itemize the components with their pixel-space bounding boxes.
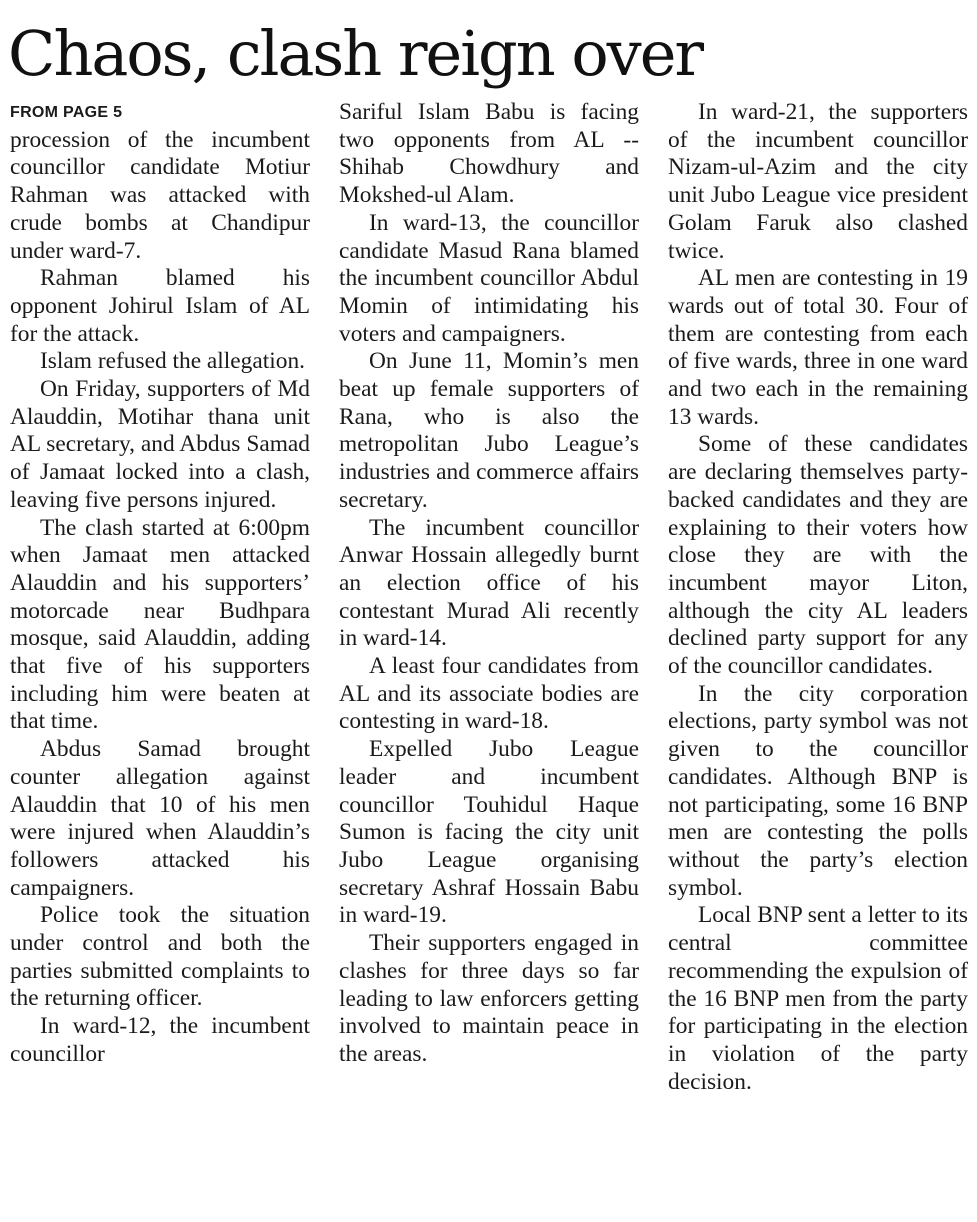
paragraph: Expelled Jubo League leader and incumbent councillor Touhidul Haque Sumon is facing the city unit Jubo League organising secretary Ashraf Hossain Babu in ward-19. (339, 736, 639, 929)
paragraph: Abdus Samad brought counter allegation against Alauddin that 10 of his men were injured when Alauddin’s followers attacked his campaigners. (10, 736, 310, 901)
paragraph: Rahman blamed his opponent Johirul Islam of AL for the attack. (10, 265, 310, 347)
column-1 (10, 99, 310, 1069)
article-body (10, 99, 970, 1219)
paragraph: A least four candidates from AL and its associate bodies are contesting in ward-18. (339, 653, 639, 735)
paragraph: procession of the incumbent councillor candidate Motiur Rahman was attacked with crude bombs at Chandipur under ward-7. (10, 126, 310, 264)
column-2 (339, 99, 639, 1069)
paragraph: Local BNP sent a letter to its central committee recommending the expulsion of the 16 BNP men from the party for participating in the election in violation of the party decision. (668, 902, 968, 1095)
paragraph: The incumbent councillor Anwar Hossain allegedly burnt an election office of his contestant Murad Ali recently in ward-14. (339, 514, 639, 652)
column-3 (668, 99, 968, 1096)
headline: Chaos, clash reign over (8, 17, 703, 90)
paragraph: The clash started at 6:00pm when Jamaat men attacked Alauddin and his supporters’ motorcade near Budhpara mosque, said Alauddin, adding that five of his supporters including him were beaten at that time. (10, 514, 310, 735)
paragraph: Some of these candidates are declaring themselves party-backed candidates and they are explaining to their voters how close they are with the incumbent mayor Liton, although the city AL leaders declined party support for any of the councillor candidates. (668, 431, 968, 680)
paragraph: Police took the situation under control and both the parties submitted complaints to the returning officer. (10, 902, 310, 1012)
paragraph: On June 11, Momin’s men beat up female supporters of Rana, who is also the metropolitan Jubo League’s industries and commerce affairs secretary. (339, 348, 639, 513)
paragraph: Islam refused the allegation. (40, 348, 305, 375)
paragraph: In ward-12, the incumbent councillor (10, 1013, 310, 1067)
paragraph: In ward-13, the councillor candidate Masud Rana blamed the incumbent councillor Abdul Momin of intimidating his voters and campaigners. (339, 209, 639, 347)
paragraph: In ward-21, the supporters of the incumbent councillor Nizam-ul-Azim and the city unit Jubo League vice president Golam Faruk also clashed twice. (668, 99, 968, 264)
continued-from-label: FROM PAGE 5 (10, 104, 123, 121)
paragraph: Sariful Islam Babu is facing two opponents from AL -- Shihab Chowdhury and Mokshed-ul Alam. (339, 99, 639, 209)
paragraph: Their supporters engaged in clashes for three days so far leading to law enforcers getting involved to maintain peace in the areas. (339, 930, 639, 1067)
paragraph: On Friday, supporters of Md Alauddin, Motihar thana unit AL secretary, and Abdus Samad of Jamaat locked into a clash, leaving five persons injured. (10, 376, 310, 513)
paragraph: AL men are contesting in 19 wards out of total 30. Four of them are contesting from each of five wards, three in one ward and two each in the remaining 13 wards. (668, 265, 968, 430)
paragraph: In the city corporation elections, party symbol was not given to the councillor candidates. Although BNP is not participating, some 16 BNP men are contesting the polls without the party’s election symbol. (668, 680, 968, 901)
